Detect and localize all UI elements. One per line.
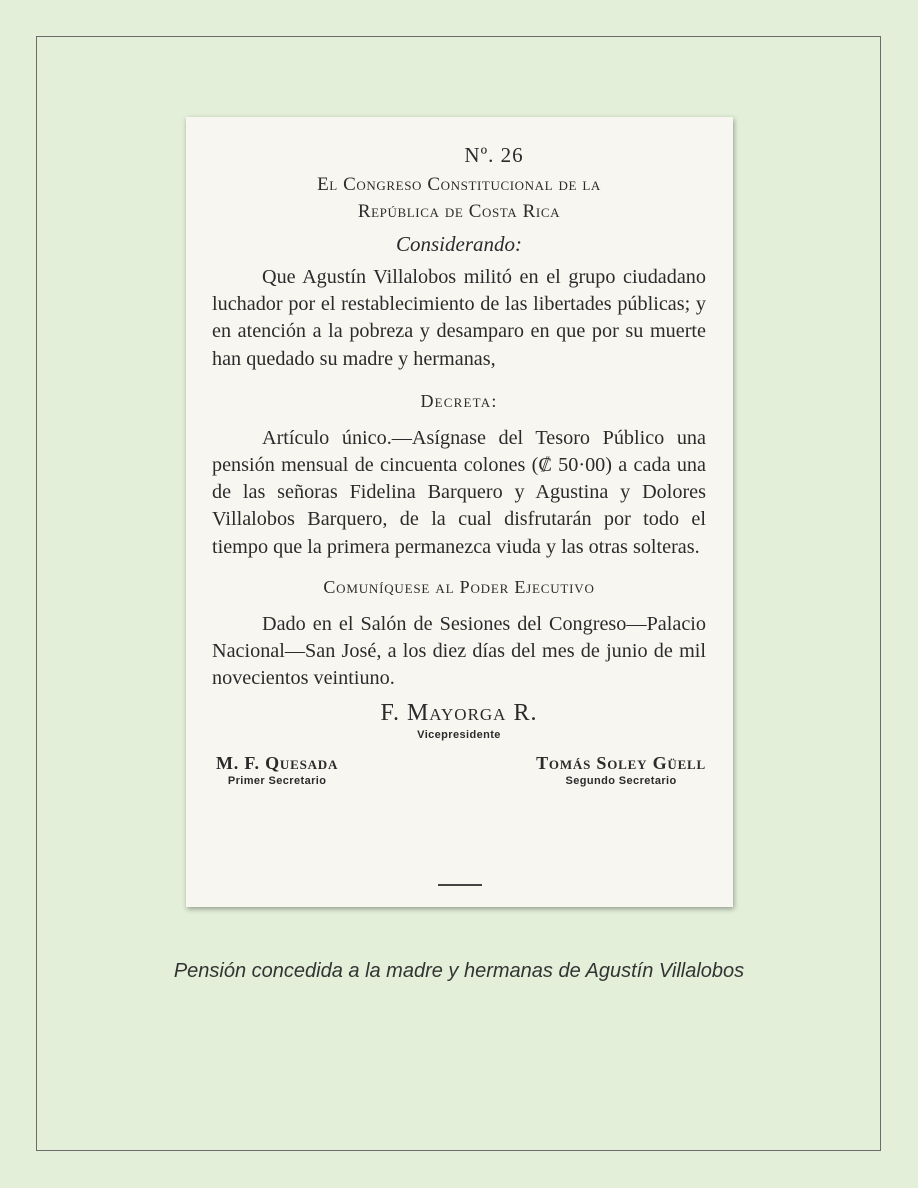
decree-text (212, 141, 706, 796)
first-secretary-role: Primer Secretario (227, 775, 327, 788)
considerando-text: Que Agustín Villalobos militó en el grupo ciudadano luchador por el restablecimiento de las libertades públicas; y en atención a la pobreza y desamparo en que por su muerte han quedado su madre y hermanas, (212, 266, 706, 370)
articulo-paragraph (212, 425, 706, 561)
second-secretary (536, 752, 706, 788)
heading-line-1: El Congreso Constitucional de la (317, 174, 601, 195)
second-secretary-name: Tomás Soley Güell (536, 753, 706, 774)
decreta-heading: Decreta: (420, 390, 498, 411)
decree-clipping (186, 117, 733, 907)
comuniquese-heading: Comuníquese al Poder Ejecutivo (323, 576, 595, 597)
decree-number: Nº. 26 (464, 143, 524, 167)
first-secretary (216, 752, 338, 788)
vicepresident-name: F. Mayorga R. (380, 700, 538, 727)
articulo-text: Artículo único.—Asígnase del Tesoro Público una pensión mensual de cincuenta colones (₡ 50·00) a cada una de las señoras Fidelina Barquero y Agustina y Dolores Villalobos Barquero, de la cual disfrutarán por todo el tiempo que la primera permanezca viuda y las otras solteras. (212, 426, 706, 558)
dado-paragraph (212, 611, 706, 693)
figure-caption: Pensión concedida a la madre y hermanas de Agustín Villalobos (173, 960, 745, 982)
second-secretary-role: Segundo Secretario (565, 775, 677, 788)
considerando-heading: Considerando: (396, 232, 522, 256)
heading-line-2: República de Costa Rica (357, 201, 561, 222)
dado-text: Dado en el Salón de Sesiones del Congreso—Palacio Nacional—San José, a los diez días del mes de junio de mil novecientos veintiuno. (212, 612, 706, 690)
secretaries-block (212, 752, 706, 796)
decree-heading (212, 171, 706, 225)
vicepresident-role: Vicepresidente (417, 729, 501, 742)
closing-rule (438, 884, 482, 886)
considerando-paragraph (212, 264, 706, 373)
first-secretary-name: M. F. Quesada (216, 753, 339, 774)
